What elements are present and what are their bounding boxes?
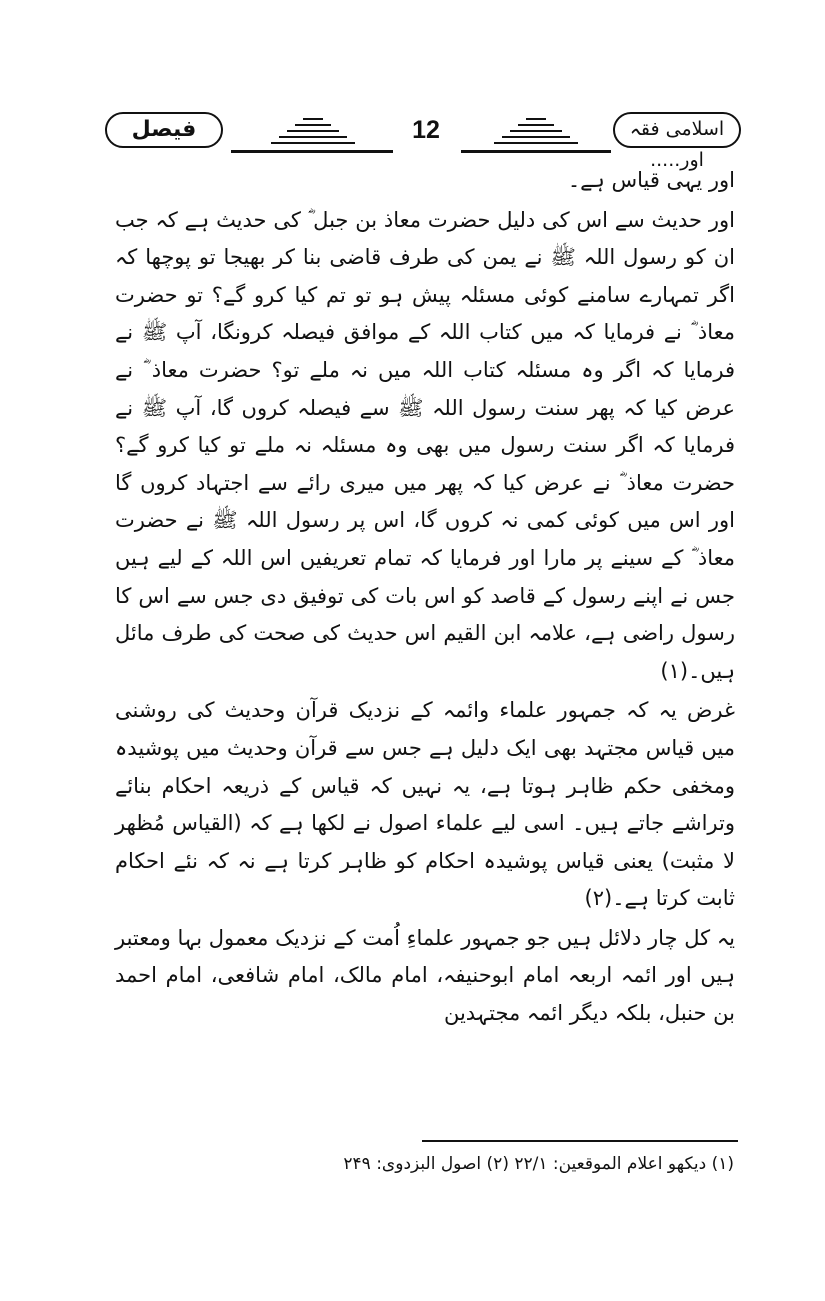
page-number: 12 [412,116,440,144]
footnote: (۱) دیکھو اعلام الموقعین: ۲۲/۱ (۲) اصول البزدوی: ۲۴۹ [343,1154,734,1174]
header-rule-right [461,150,611,153]
paragraph-2: اور حدیث سے اس کی دلیل حضرت معاذ بن جبل ؓ کی حدیث ہے کہ جب ان کو رسول اللہ ﷺ نے یمن کی طرف قاضی بنا کر بھیجا تو پوچھا کہ اگر تمہارے سامنے کوئی مسئلہ پیش ہو تو تم کیا کرو گے؟ تو حضرت معاذ ؓ نے فرمایا کہ میں کتاب اللہ کے موافق فیصلہ کرونگا، آپ ﷺ نے فرمایا کہ اگر وہ مسئلہ کتاب اللہ میں نہ ملے تو؟ حضرت معاذ ؓ نے عرض کیا کہ پھر سنت رسول اللہ ﷺ سے فیصلہ کروں گا، آپ ﷺ نے فرمایا کہ اگر سنت رسول میں بھی وہ مسئلہ نہ ملے تو کیا کرو گے؟ حضرت معاذ ؓ نے عرض کیا کہ پھر میں میری رائے سے اجتہاد کروں گا اور اس میں کوئی کمی نہ کروں گا، اس پر رسول اللہ ﷺ نے حضرت معاذ ؓ کے سینے پر مارا اور فرمایا کہ تمام تعریفیں اس اللہ کے لیے ہیں جس نے اپنے رسول کے قاصد کو اس بات کی توفیق دی جس سے اس کا رسول راضی ہے، علامہ ابن القیم اس حدیث کی صحت کی طرف مائل ہیں۔(۱) [115,207,735,683]
page-header [105,104,741,171]
footnote-separator [422,1140,738,1142]
header-rule-left [231,150,393,153]
paragraph-3: غرض یہ کہ جمہور علماء وائمہ کے نزدیک قرآن وحدیث کی روشنی میں قیاس مجتہد بھی ایک دلیل ہے جس سے قرآن وحدیث میں پوشیدہ ومخفی حکم ظاہر ہوتا ہے، یہ نہیں کہ قیاس کے ذریعہ احکام بنائے وتراشے جاتے ہیں۔ اسی لیے علماء اصول نے لکھا ہے کہ (القیاس مُظھر لا مثبت) یعنی قیاس پوشیدہ احکام کو ظاہر کرتا ہے نہ کہ نئے احکام ثابت کرتا ہے۔(۲) [115,698,735,911]
book-title-pill: اسلامی فقہ اور..... [613,112,741,148]
section-label-pill: فیصل [105,112,223,148]
paragraph-4: یہ کل چار دلائل ہیں جو جمہور علماءِ اُمت کے نزدیک معمول بہا ومعتبر ہیں اور ائمہ اربعہ امام ابوحنیفہ، امام مالک، امام شافعی، امام احمد بن حنبل، بلکہ دیگر ائمہ مجتہدین [115,925,735,1026]
header-ornament-left [270,118,356,148]
header-ornament-right [493,118,579,148]
paragraph-1: اور یہی قیاس ہے۔ [567,168,735,192]
page-body [115,162,735,1033]
